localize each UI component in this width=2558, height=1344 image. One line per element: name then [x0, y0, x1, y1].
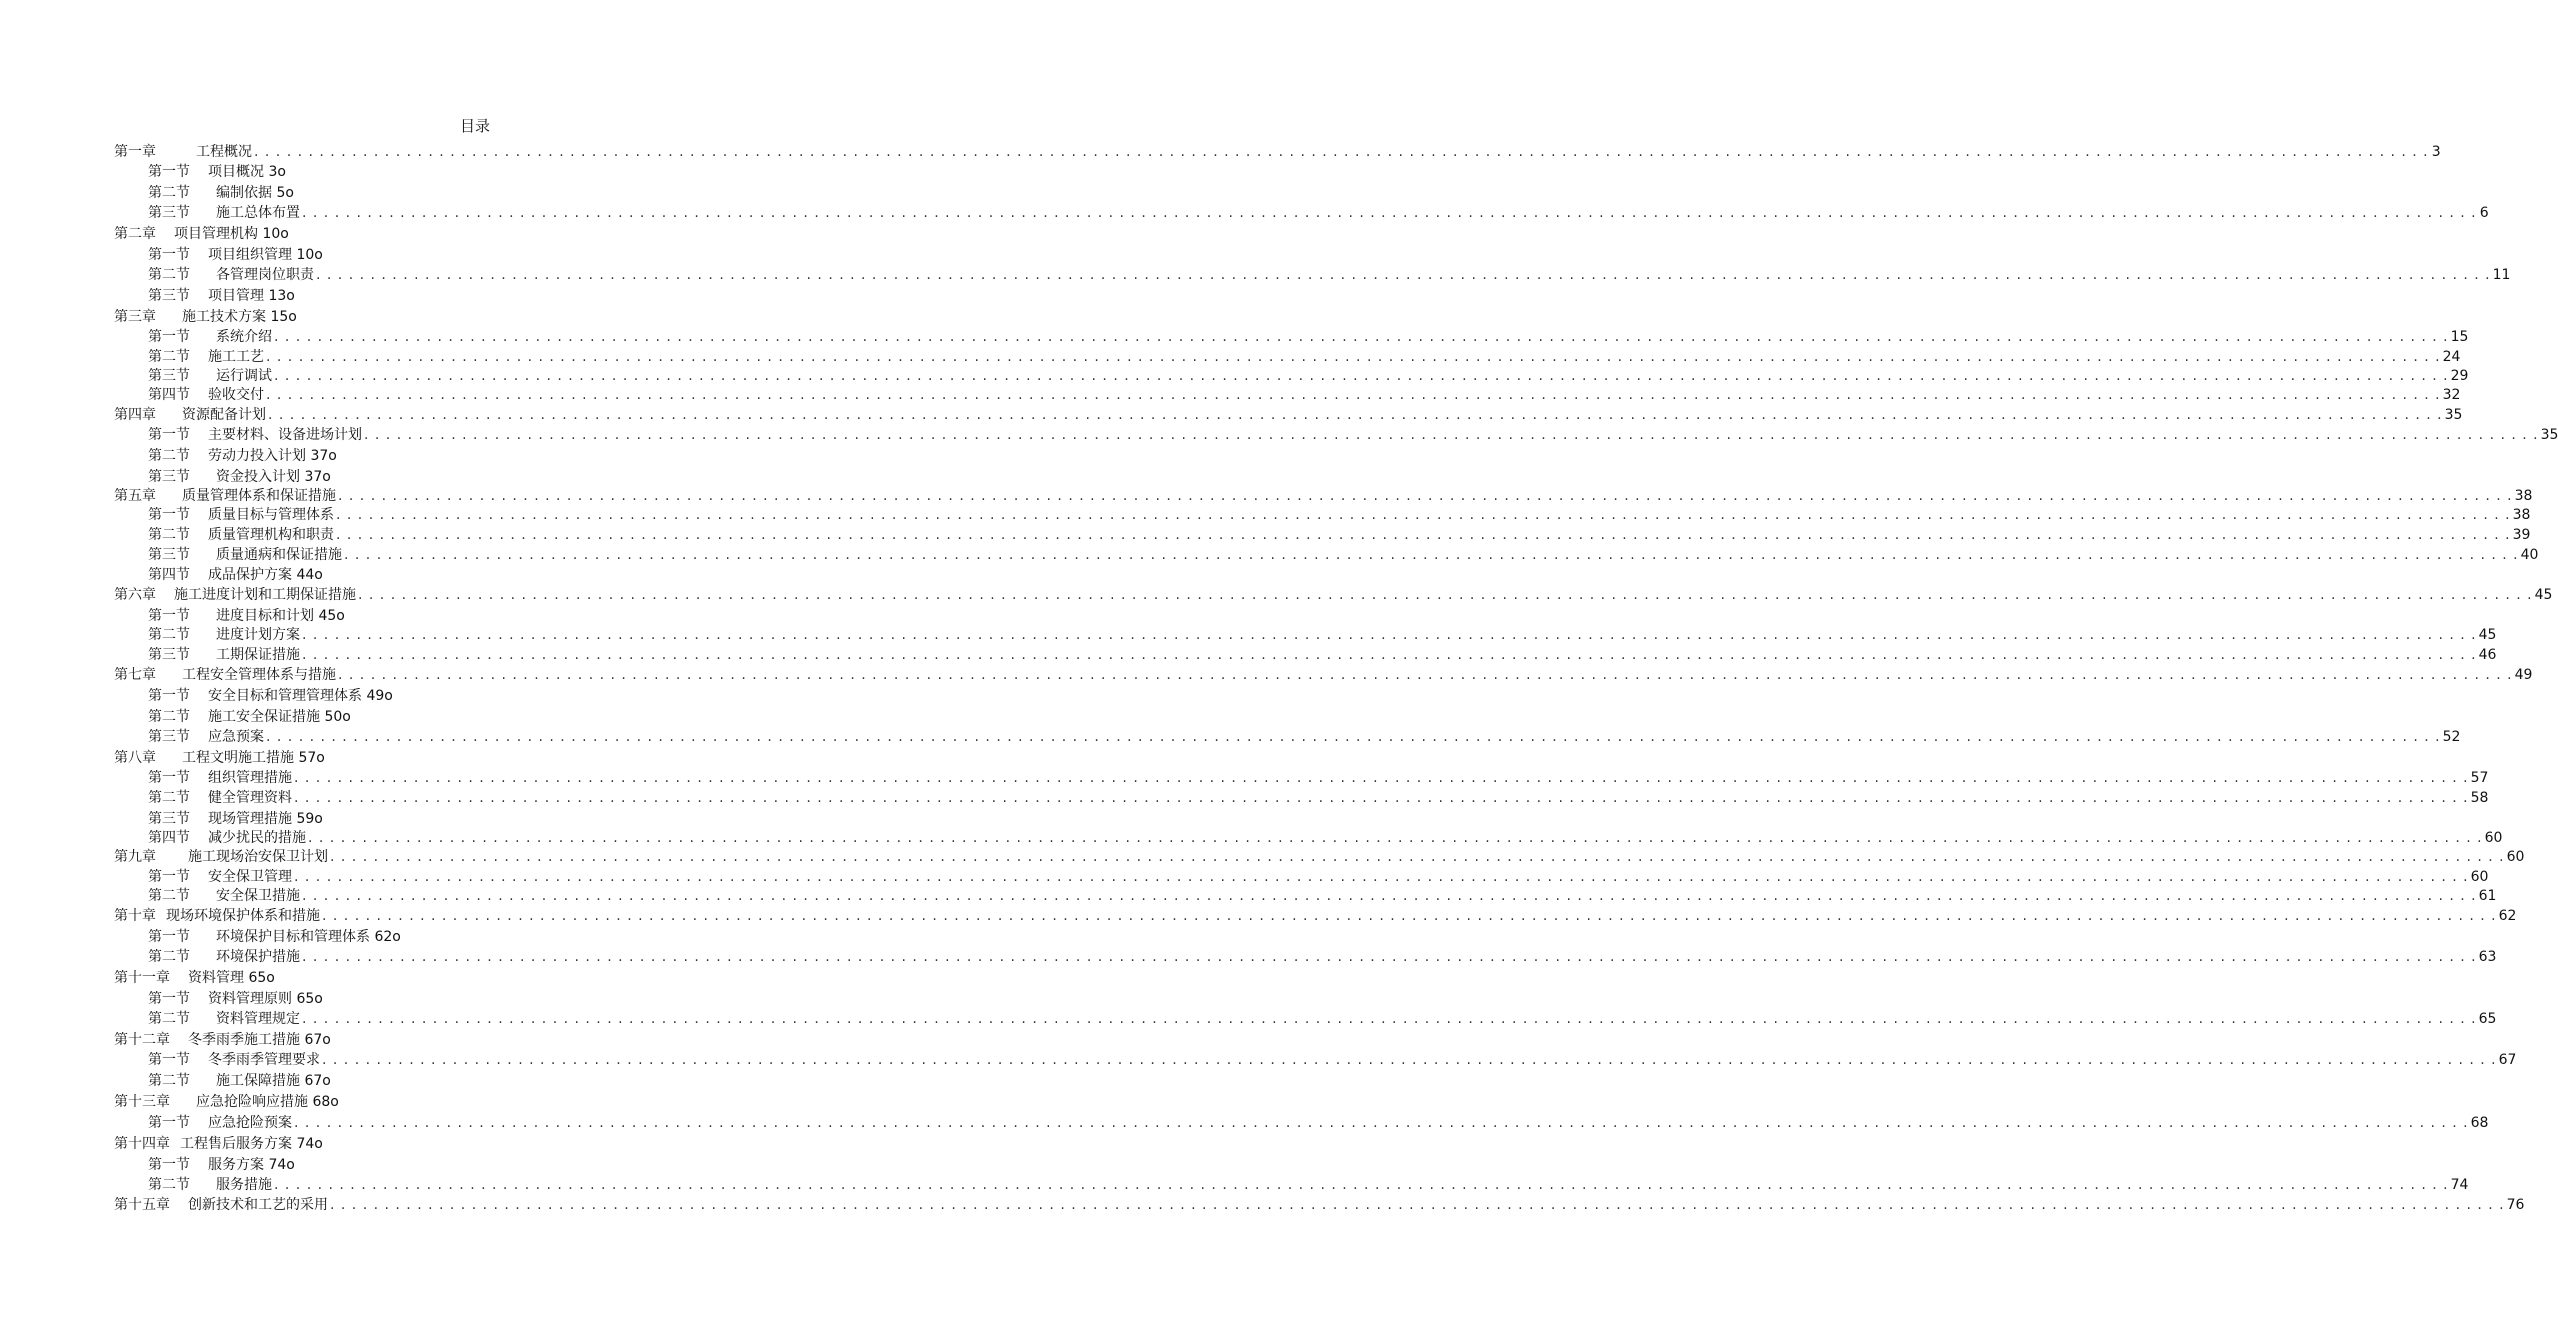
toc-page-number: 3	[2431, 144, 2441, 160]
toc-page-number: 45	[2478, 627, 2497, 643]
toc-entry-number: 第二节	[148, 1011, 190, 1027]
toc-entry-number: 第三节	[148, 469, 190, 485]
toc-entry-title: 环境保护措施	[216, 949, 300, 965]
toc-entry-number: 第五章	[114, 488, 156, 504]
toc-entry-title: 工程概况	[196, 144, 252, 160]
toc-entry-title: 施工现场治安保卫计划	[188, 849, 328, 865]
toc-entry-number: 第一节	[148, 507, 190, 523]
toc-entry-number: 第十一章	[114, 970, 170, 986]
toc-section-entry[interactable]	[114, 887, 2497, 906]
toc-entry-number: 第二节	[148, 267, 190, 283]
toc-entry-number: 第十二章	[114, 1032, 170, 1048]
toc-page-number: 62	[2498, 908, 2517, 924]
dot-leader: . . . . . . . . . . . . . . . . . . . . . . . . . . . . . . . . . . . . . . . . . . . . . . . . . . . . . . . . . . . . . . . . . . . . . . . . . . . . . . . . . . . . . . . . . . . . . . . . . . . . . . . . . . . . . . . . . . . . . . . . . . . . . . . . . . . . . . . . . . . . . . . . . . . . . . . . . . . . . . . . . . . . . . . . . . . . . . . . . . . . . . . . . . . . . . . . . . . . . . . .	[336, 527, 2511, 543]
toc-entry-title: 工程安全管理体系与措施	[182, 667, 336, 683]
toc-section-entry[interactable]	[114, 367, 2469, 386]
toc-entry-title: 系统介绍	[216, 329, 272, 345]
toc-entry-number: 第三节	[148, 729, 190, 745]
toc-section-entry[interactable]	[114, 162, 836, 183]
dot-leader: . . . . . . . . . . . . . . . . . . . . . . . . . . . . . . . . . . . . . . . . . . . . . . . . . . . . . . . . . . . . . . . . . . . . . . . . . . . . . . . . . . . . . . . . . . . . . . . . . . . . . . . . . . . . . . . . . . . . . . . . . . . . . . . . . . . . . . . . . . . . . . . . . . . . . . . . . . . . . . . . . . . . . . . . . . . . . . . . . . . . . . . . . . . . . . . . . . . . . . . .	[302, 627, 2477, 643]
toc-entry-number: 第二节	[148, 527, 190, 543]
toc-chapter-entry[interactable]	[114, 306, 836, 328]
toc-section-entry[interactable]	[114, 867, 2489, 887]
toc-chapter-entry[interactable]	[114, 748, 836, 768]
toc-chapter-entry[interactable]	[114, 1195, 2525, 1215]
dot-leader: . . . . . . . . . . . . . . . . . . . . . . . . . . . . . . . . . . . . . . . . . . . . . . . . . . . . . . . . . . . . . . . . . . . . . . . . . . . . . . . . . . . . . . . . . . . . . . . . . . . . . . . . . . . . . . . . . . . . . . . . . . . . . . . . . . . . . . . . . . . . . . . . . . . . . . . . . . . . . . . . . . . . . . . . . . . . . . . . . . . . . . . . . . . . . . . . . . . . . . . .	[254, 144, 2429, 160]
toc-page-number: 60	[2506, 849, 2525, 865]
toc-entry-title: 工程文明施工措施 57o	[182, 750, 325, 766]
toc-entry-number: 第四节	[148, 387, 190, 403]
toc-entry-number: 第二节	[148, 1177, 190, 1193]
toc-page-number: 60	[2484, 830, 2503, 846]
dot-leader: . . . . . . . . . . . . . . . . . . . . . . . . . . . . . . . . . . . . . . . . . . . . . . . . . . . . . . . . . . . . . . . . . . . . . . . . . . . . . . . . . . . . . . . . . . . . . . . . . . . . . . . . . . . . . . . . . . . . . . . . . . . . . . . . . . . . . . . . . . . . . . . . . . . . . . . . . . . . . . . . . . . . . . . . . . . . . . . . . . . . . . . . . . . . . . . . . . . . . . . .	[364, 427, 2539, 443]
toc-entry-title: 质量管理体系和保证措施	[182, 488, 336, 504]
toc-entry-number: 第四节	[148, 830, 190, 846]
dot-leader: . . . . . . . . . . . . . . . . . . . . . . . . . . . . . . . . . . . . . . . . . . . . . . . . . . . . . . . . . . . . . . . . . . . . . . . . . . . . . . . . . . . . . . . . . . . . . . . . . . . . . . . . . . . . . . . . . . . . . . . . . . . . . . . . . . . . . . . . . . . . . . . . . . . . . . . . . . . . . . . . . . . . . . . . . . . . . . . . . . . . . . . . . . . . . . . . . . . . . . . .	[266, 387, 2441, 403]
toc-entry-title: 创新技术和工艺的采用	[188, 1197, 328, 1213]
toc-entry-number: 第一节	[148, 869, 190, 885]
toc-entry-title: 冬季雨季施工措施 67o	[188, 1032, 331, 1048]
toc-entry-number: 第二节	[148, 349, 190, 365]
toc-entry-title: 应急抢险预案	[208, 1115, 292, 1131]
toc-chapter-entry[interactable]	[114, 1134, 836, 1155]
toc-section-entry[interactable]	[114, 446, 836, 467]
toc-entry-title: 运行调试	[216, 368, 272, 384]
toc-entry-title: 减少扰民的措施	[208, 830, 306, 846]
toc-section-entry[interactable]	[114, 1155, 836, 1175]
dot-leader: . . . . . . . . . . . . . . . . . . . . . . . . . . . . . . . . . . . . . . . . . . . . . . . . . . . . . . . . . . . . . . . . . . . . . . . . . . . . . . . . . . . . . . . . . . . . . . . . . . . . . . . . . . . . . . . . . . . . . . . . . . . . . . . . . . . . . . . . . . . . . . . . . . . . . . . . . . . . . . . . . . . . . . . . . . . . . . . . . . . . . . . . . . . . . . . . . . . . . . . .	[316, 267, 2491, 283]
toc-entry-title: 安全目标和管理管理体系 49o	[208, 688, 393, 704]
toc-chapter-entry[interactable]	[114, 968, 836, 989]
toc-section-entry[interactable]	[114, 829, 2503, 848]
toc-chapter-entry[interactable]	[114, 405, 2463, 425]
toc-entry-title: 项目组织管理 10o	[208, 247, 323, 263]
toc-page-number: 76	[2506, 1197, 2525, 1213]
dot-leader: . . . . . . . . . . . . . . . . . . . . . . . . . . . . . . . . . . . . . . . . . . . . . . . . . . . . . . . . . . . . . . . . . . . . . . . . . . . . . . . . . . . . . . . . . . . . . . . . . . . . . . . . . . . . . . . . . . . . . . . . . . . . . . . . . . . . . . . . . . . . . . . . . . . . . . . . . . . . . . . . . . . . . . . . . . . . . . . . . . . . . . . . . . . . . . . . . . . . . . . .	[294, 1115, 2469, 1131]
toc-section-entry[interactable]	[114, 1050, 2517, 1071]
toc-list	[114, 142, 2558, 1215]
toc-entry-number: 第四章	[114, 407, 156, 423]
toc-section-entry[interactable]	[114, 626, 2497, 645]
toc-entry-number: 第二节	[148, 790, 190, 806]
toc-chapter-entry[interactable]	[114, 142, 2441, 162]
dot-leader: . . . . . . . . . . . . . . . . . . . . . . . . . . . . . . . . . . . . . . . . . . . . . . . . . . . . . . . . . . . . . . . . . . . . . . . . . . . . . . . . . . . . . . . . . . . . . . . . . . . . . . . . . . . . . . . . . . . . . . . . . . . . . . . . . . . . . . . . . . . . . . . . . . . . . . . . . . . . . . . . . . . . . . . . . . . . . . . . . . . . . . . . . . . . . . . . . . . . . . . .	[302, 647, 2477, 663]
toc-entry-title: 施工总体布置	[216, 205, 300, 221]
toc-entry-title: 编制依据 5o	[216, 185, 294, 201]
toc-chapter-entry[interactable]	[114, 224, 836, 245]
toc-entry-title: 施工安全保证措施 50o	[208, 709, 351, 725]
toc-section-entry[interactable]	[114, 1071, 836, 1092]
toc-section-entry[interactable]	[114, 525, 2531, 545]
toc-section-entry[interactable]	[114, 265, 2511, 286]
toc-section-entry[interactable]	[114, 707, 836, 727]
toc-page-number: 6	[2479, 205, 2489, 221]
toc-entry-title: 质量管理机构和职责	[208, 527, 334, 543]
toc-section-entry[interactable]	[114, 927, 836, 947]
toc-entry-number: 第一节	[148, 770, 190, 786]
toc-page-number: 24	[2442, 349, 2461, 365]
dot-leader: . . . . . . . . . . . . . . . . . . . . . . . . . . . . . . . . . . . . . . . . . . . . . . . . . . . . . . . . . . . . . . . . . . . . . . . . . . . . . . . . . . . . . . . . . . . . . . . . . . . . . . . . . . . . . . . . . . . . . . . . . . . . . . . . . . . . . . . . . . . . . . . . . . . . . . . . . . . . . . . . . . . . . . . . . . . . . . . . . . . . . . . . . . . . . . . . . . . . . . . .	[344, 547, 2519, 563]
toc-entry-number: 第二节	[148, 1073, 190, 1089]
toc-entry-number: 第一节	[148, 427, 190, 443]
toc-entry-number: 第一节	[148, 247, 190, 263]
toc-entry-number: 第二节	[148, 627, 190, 643]
toc-entry-title: 资源配备计划	[182, 407, 266, 423]
dot-leader: . . . . . . . . . . . . . . . . . . . . . . . . . . . . . . . . . . . . . . . . . . . . . . . . . . . . . . . . . . . . . . . . . . . . . . . . . . . . . . . . . . . . . . . . . . . . . . . . . . . . . . . . . . . . . . . . . . . . . . . . . . . . . . . . . . . . . . . . . . . . . . . . . . . . . . . . . . . . . . . . . . . . . . . . . . . . . . . . . . . . . . . . . . . . . . . . . . . . . . . .	[294, 770, 2469, 786]
dot-leader: . . . . . . . . . . . . . . . . . . . . . . . . . . . . . . . . . . . . . . . . . . . . . . . . . . . . . . . . . . . . . . . . . . . . . . . . . . . . . . . . . . . . . . . . . . . . . . . . . . . . . . . . . . . . . . . . . . . . . . . . . . . . . . . . . . . . . . . . . . . . . . . . . . . . . . . . . . . . . . . . . . . . . . . . . . . . . . . . . . . . . . . . . . . . . . . . . . . . . . . .	[266, 729, 2441, 745]
toc-section-entry[interactable]	[114, 245, 836, 265]
dot-leader: . . . . . . . . . . . . . . . . . . . . . . . . . . . . . . . . . . . . . . . . . . . . . . . . . . . . . . . . . . . . . . . . . . . . . . . . . . . . . . . . . . . . . . . . . . . . . . . . . . . . . . . . . . . . . . . . . . . . . . . . . . . . . . . . . . . . . . . . . . . . . . . . . . . . . . . . . . . . . . . . . . . . . . . . . . . . . . . . . . . . . . . . . . . . . . . . . . . . . . . .	[330, 1197, 2505, 1213]
toc-page-number: 35	[2444, 407, 2463, 423]
toc-chapter-entry[interactable]	[114, 487, 2533, 506]
toc-entry-number: 第一节	[148, 929, 190, 945]
toc-entry-title: 资料管理原则 65o	[208, 991, 323, 1007]
toc-entry-number: 第三节	[148, 647, 190, 663]
toc-page-number: 32	[2442, 387, 2461, 403]
dot-leader: . . . . . . . . . . . . . . . . . . . . . . . . . . . . . . . . . . . . . . . . . . . . . . . . . . . . . . . . . . . . . . . . . . . . . . . . . . . . . . . . . . . . . . . . . . . . . . . . . . . . . . . . . . . . . . . . . . . . . . . . . . . . . . . . . . . . . . . . . . . . . . . . . . . . . . . . . . . . . . . . . . . . . . . . . . . . . . . . . . . . . . . . . . . . . . . . . . . . . . . .	[322, 1052, 2497, 1068]
toc-entry-number: 第二节	[148, 448, 190, 464]
dot-leader: . . . . . . . . . . . . . . . . . . . . . . . . . . . . . . . . . . . . . . . . . . . . . . . . . . . . . . . . . . . . . . . . . . . . . . . . . . . . . . . . . . . . . . . . . . . . . . . . . . . . . . . . . . . . . . . . . . . . . . . . . . . . . . . . . . . . . . . . . . . . . . . . . . . . . . . . . . . . . . . . . . . . . . . . . . . . . . . . . . . . . . . . . . . . . . . . . . . . . . . .	[302, 205, 2477, 221]
toc-page-number: 11	[2492, 267, 2511, 283]
toc-entry-number: 第六章	[114, 587, 156, 603]
toc-entry-title: 进度计划方案	[216, 627, 300, 643]
toc-page-number: 65	[2478, 1011, 2497, 1027]
toc-entry-title: 项目管理 13o	[208, 288, 295, 304]
toc-section-entry[interactable]	[114, 467, 836, 487]
toc-section-entry[interactable]	[114, 1175, 2469, 1195]
dot-leader: . . . . . . . . . . . . . . . . . . . . . . . . . . . . . . . . . . . . . . . . . . . . . . . . . . . . . . . . . . . . . . . . . . . . . . . . . . . . . . . . . . . . . . . . . . . . . . . . . . . . . . . . . . . . . . . . . . . . . . . . . . . . . . . . . . . . . . . . . . . . . . . . . . . . . . . . . . . . . . . . . . . . . . . . . . . . . . . . . . . . . . . . . . . . . . . . . . . . . . . .	[302, 1011, 2477, 1027]
toc-chapter-entry[interactable]	[114, 906, 2517, 927]
toc-page-number: 57	[2470, 770, 2489, 786]
toc-section-entry[interactable]	[114, 809, 836, 829]
toc-page-number: 68	[2470, 1115, 2489, 1131]
toc-entry-title: 施工技术方案 15o	[182, 309, 297, 325]
toc-entry-number: 第一节	[148, 688, 190, 704]
toc-section-entry[interactable]	[114, 788, 2489, 809]
toc-section-entry[interactable]	[114, 645, 2497, 665]
toc-entry-title: 项目管理机构 10o	[174, 226, 289, 242]
toc-entry-number: 第一节	[148, 1115, 190, 1131]
toc-page-number: 29	[2450, 368, 2469, 384]
dot-leader: . . . . . . . . . . . . . . . . . . . . . . . . . . . . . . . . . . . . . . . . . . . . . . . . . . . . . . . . . . . . . . . . . . . . . . . . . . . . . . . . . . . . . . . . . . . . . . . . . . . . . . . . . . . . . . . . . . . . . . . . . . . . . . . . . . . . . . . . . . . . . . . . . . . . . . . . . . . . . . . . . . . . . . . . . . . . . . . . . . . . . . . . . . . . . . . . . . . . . . . .	[308, 830, 2483, 846]
toc-page-number: 52	[2442, 729, 2461, 745]
toc-page-number: 15	[2450, 329, 2469, 345]
toc-entry-number: 第四节	[148, 567, 190, 583]
toc-entry-title: 主要材料、设备进场计划	[208, 427, 362, 443]
toc-section-entry[interactable]	[114, 545, 2539, 565]
toc-entry-number: 第一节	[148, 164, 190, 180]
dot-leader: . . . . . . . . . . . . . . . . . . . . . . . . . . . . . . . . . . . . . . . . . . . . . . . . . . . . . . . . . . . . . . . . . . . . . . . . . . . . . . . . . . . . . . . . . . . . . . . . . . . . . . . . . . . . . . . . . . . . . . . . . . . . . . . . . . . . . . . . . . . . . . . . . . . . . . . . . . . . . . . . . . . . . . . . . . . . . . . . . . . . . . . . . . . . . . . . . . . . . . . .	[274, 329, 2449, 345]
toc-entry-number: 第十三章	[114, 1094, 170, 1110]
toc-page-number: 45	[2534, 587, 2553, 603]
toc-section-entry[interactable]	[114, 203, 2489, 224]
toc-entry-number: 第一节	[148, 608, 190, 624]
toc-entry-title: 项目概况 3o	[208, 164, 286, 180]
toc-section-entry[interactable]	[114, 989, 836, 1009]
dot-leader: . . . . . . . . . . . . . . . . . . . . . . . . . . . . . . . . . . . . . . . . . . . . . . . . . . . . . . . . . . . . . . . . . . . . . . . . . . . . . . . . . . . . . . . . . . . . . . . . . . . . . . . . . . . . . . . . . . . . . . . . . . . . . . . . . . . . . . . . . . . . . . . . . . . . . . . . . . . . . . . . . . . . . . . . . . . . . . . . . . . . . . . . . . . . . . . . . . . . . . . .	[302, 888, 2477, 904]
toc-chapter-entry[interactable]	[114, 1092, 836, 1113]
toc-entry-number: 第一节	[148, 1157, 190, 1173]
toc-chapter-entry[interactable]	[114, 665, 2533, 686]
toc-entry-number: 第三节	[148, 811, 190, 827]
toc-page-number: 61	[2478, 888, 2497, 904]
toc-chapter-entry[interactable]	[114, 585, 2553, 606]
toc-chapter-entry[interactable]	[114, 1030, 836, 1050]
toc-entry-number: 第八章	[114, 750, 156, 766]
toc-entry-title: 劳动力投入计划 37o	[208, 448, 337, 464]
toc-entry-number: 第一节	[148, 1052, 190, 1068]
toc-section-entry[interactable]	[114, 686, 836, 707]
toc-page-number: 63	[2478, 949, 2497, 965]
toc-title: 目录	[459, 117, 490, 135]
toc-entry-number: 第十五章	[114, 1197, 170, 1213]
dot-leader: . . . . . . . . . . . . . . . . . . . . . . . . . . . . . . . . . . . . . . . . . . . . . . . . . . . . . . . . . . . . . . . . . . . . . . . . . . . . . . . . . . . . . . . . . . . . . . . . . . . . . . . . . . . . . . . . . . . . . . . . . . . . . . . . . . . . . . . . . . . . . . . . . . . . . . . . . . . . . . . . . . . . . . . . . . . . . . . . . . . . . . . . . . . . . . . . . . . . . . . .	[302, 949, 2477, 965]
toc-section-entry[interactable]	[114, 947, 2497, 968]
dot-leader: . . . . . . . . . . . . . . . . . . . . . . . . . . . . . . . . . . . . . . . . . . . . . . . . . . . . . . . . . . . . . . . . . . . . . . . . . . . . . . . . . . . . . . . . . . . . . . . . . . . . . . . . . . . . . . . . . . . . . . . . . . . . . . . . . . . . . . . . . . . . . . . . . . . . . . . . . . . . . . . . . . . . . . . . . . . . . . . . . . . . . . . . . . . . . . . . . . . . . . . .	[322, 908, 2497, 924]
toc-entry-title: 应急抢险响应措施 68o	[196, 1094, 339, 1110]
toc-section-entry[interactable]	[114, 506, 2531, 525]
dot-leader: . . . . . . . . . . . . . . . . . . . . . . . . . . . . . . . . . . . . . . . . . . . . . . . . . . . . . . . . . . . . . . . . . . . . . . . . . . . . . . . . . . . . . . . . . . . . . . . . . . . . . . . . . . . . . . . . . . . . . . . . . . . . . . . . . . . . . . . . . . . . . . . . . . . . . . . . . . . . . . . . . . . . . . . . . . . . . . . . . . . . . . . . . . . . . . . . . . . . . . . .	[274, 1177, 2449, 1193]
toc-entry-title: 工程售后服务方案 74o	[180, 1136, 323, 1152]
toc-entry-title: 现场环境保护体系和措施	[166, 908, 320, 924]
dot-leader: . . . . . . . . . . . . . . . . . . . . . . . . . . . . . . . . . . . . . . . . . . . . . . . . . . . . . . . . . . . . . . . . . . . . . . . . . . . . . . . . . . . . . . . . . . . . . . . . . . . . . . . . . . . . . . . . . . . . . . . . . . . . . . . . . . . . . . . . . . . . . . . . . . . . . . . . . . . . . . . . . . . . . . . . . . . . . . . . . . . . . . . . . . . . . . . . . . . . . . . .	[294, 869, 2469, 885]
toc-entry-number: 第二节	[148, 185, 190, 201]
toc-entry-title: 健全管理资料	[208, 790, 292, 806]
dot-leader: . . . . . . . . . . . . . . . . . . . . . . . . . . . . . . . . . . . . . . . . . . . . . . . . . . . . . . . . . . . . . . . . . . . . . . . . . . . . . . . . . . . . . . . . . . . . . . . . . . . . . . . . . . . . . . . . . . . . . . . . . . . . . . . . . . . . . . . . . . . . . . . . . . . . . . . . . . . . . . . . . . . . . . . . . . . . . . . . . . . . . . . . . . . . . . . . . . . . . . . .	[294, 790, 2469, 806]
toc-page-number: 49	[2514, 667, 2533, 683]
dot-leader: . . . . . . . . . . . . . . . . . . . . . . . . . . . . . . . . . . . . . . . . . . . . . . . . . . . . . . . . . . . . . . . . . . . . . . . . . . . . . . . . . . . . . . . . . . . . . . . . . . . . . . . . . . . . . . . . . . . . . . . . . . . . . . . . . . . . . . . . . . . . . . . . . . . . . . . . . . . . . . . . . . . . . . . . . . . . . . . . . . . . . . . . . . . . . . . . . . . . . . . .	[266, 349, 2441, 365]
toc-section-entry[interactable]	[114, 768, 2489, 788]
toc-section-entry[interactable]	[114, 286, 836, 306]
toc-section-entry[interactable]	[114, 1113, 2489, 1134]
dot-leader: . . . . . . . . . . . . . . . . . . . . . . . . . . . . . . . . . . . . . . . . . . . . . . . . . . . . . . . . . . . . . . . . . . . . . . . . . . . . . . . . . . . . . . . . . . . . . . . . . . . . . . . . . . . . . . . . . . . . . . . . . . . . . . . . . . . . . . . . . . . . . . . . . . . . . . . . . . . . . . . . . . . . . . . . . . . . . . . . . . . . . . . . . . . . . . . . . . . . . . . .	[338, 488, 2513, 504]
toc-section-entry[interactable]	[114, 425, 2558, 446]
toc-page-number: 40	[2520, 547, 2539, 563]
toc-entry-number: 第二节	[148, 949, 190, 965]
toc-entry-title: 服务方案 74o	[208, 1157, 295, 1173]
toc-entry-number: 第七章	[114, 667, 156, 683]
toc-page-number: 38	[2514, 488, 2533, 504]
toc-entry-title: 安全保卫管理	[208, 869, 292, 885]
toc-section-entry[interactable]	[114, 727, 2461, 748]
toc-entry-title: 成品保护方案 44o	[208, 567, 323, 583]
toc-entry-number: 第二章	[114, 226, 156, 242]
dot-leader: . . . . . . . . . . . . . . . . . . . . . . . . . . . . . . . . . . . . . . . . . . . . . . . . . . . . . . . . . . . . . . . . . . . . . . . . . . . . . . . . . . . . . . . . . . . . . . . . . . . . . . . . . . . . . . . . . . . . . . . . . . . . . . . . . . . . . . . . . . . . . . . . . . . . . . . . . . . . . . . . . . . . . . . . . . . . . . . . . . . . . . . . . . . . . . . . . . . . . . . .	[358, 587, 2533, 603]
dot-leader: . . . . . . . . . . . . . . . . . . . . . . . . . . . . . . . . . . . . . . . . . . . . . . . . . . . . . . . . . . . . . . . . . . . . . . . . . . . . . . . . . . . . . . . . . . . . . . . . . . . . . . . . . . . . . . . . . . . . . . . . . . . . . . . . . . . . . . . . . . . . . . . . . . . . . . . . . . . . . . . . . . . . . . . . . . . . . . . . . . . . . . . . . . . . . . . . . . . . . . . .	[268, 407, 2443, 423]
toc-page-number: 58	[2470, 790, 2489, 806]
toc-page-number: 35	[2540, 427, 2558, 443]
toc-entry-title: 安全保卫措施	[216, 888, 300, 904]
toc-entry-title: 进度目标和计划 45o	[216, 608, 345, 624]
toc-entry-title: 施工工艺	[208, 349, 264, 365]
toc-entry-title: 现场管理措施 59o	[208, 811, 323, 827]
toc-entry-number: 第二节	[148, 709, 190, 725]
toc-section-entry[interactable]	[114, 328, 2469, 347]
toc-entry-number: 第一章	[114, 144, 156, 160]
toc-entry-number: 第三章	[114, 309, 156, 325]
toc-entry-number: 第一节	[148, 991, 190, 1007]
toc-entry-number: 第三节	[148, 205, 190, 221]
dot-leader: . . . . . . . . . . . . . . . . . . . . . . . . . . . . . . . . . . . . . . . . . . . . . . . . . . . . . . . . . . . . . . . . . . . . . . . . . . . . . . . . . . . . . . . . . . . . . . . . . . . . . . . . . . . . . . . . . . . . . . . . . . . . . . . . . . . . . . . . . . . . . . . . . . . . . . . . . . . . . . . . . . . . . . . . . . . . . . . . . . . . . . . . . . . . . . . . . . . . . . . .	[330, 849, 2505, 865]
toc-entry-title: 冬季雨季管理要求	[208, 1052, 320, 1068]
toc-entry-number: 第三节	[148, 368, 190, 384]
toc-entry-title: 施工保障措施 67o	[216, 1073, 331, 1089]
toc-entry-title: 组织管理措施	[208, 770, 292, 786]
toc-page-number: 38	[2512, 507, 2531, 523]
toc-entry-number: 第三节	[148, 288, 190, 304]
dot-leader: . . . . . . . . . . . . . . . . . . . . . . . . . . . . . . . . . . . . . . . . . . . . . . . . . . . . . . . . . . . . . . . . . . . . . . . . . . . . . . . . . . . . . . . . . . . . . . . . . . . . . . . . . . . . . . . . . . . . . . . . . . . . . . . . . . . . . . . . . . . . . . . . . . . . . . . . . . . . . . . . . . . . . . . . . . . . . . . . . . . . . . . . . . . . . . . . . . . . . . . .	[336, 507, 2511, 523]
toc-entry-title: 环境保护目标和管理体系 62o	[216, 929, 401, 945]
toc-section-entry[interactable]	[114, 606, 836, 626]
toc-entry-number: 第三节	[148, 547, 190, 563]
toc-entry-number: 第一节	[148, 329, 190, 345]
toc-page-number: 46	[2478, 647, 2497, 663]
toc-entry-title: 服务措施	[216, 1177, 272, 1193]
toc-entry-number: 第十章	[114, 908, 156, 924]
dot-leader: . . . . . . . . . . . . . . . . . . . . . . . . . . . . . . . . . . . . . . . . . . . . . . . . . . . . . . . . . . . . . . . . . . . . . . . . . . . . . . . . . . . . . . . . . . . . . . . . . . . . . . . . . . . . . . . . . . . . . . . . . . . . . . . . . . . . . . . . . . . . . . . . . . . . . . . . . . . . . . . . . . . . . . . . . . . . . . . . . . . . . . . . . . . . . . . . . . . . . . . .	[338, 667, 2513, 683]
toc-section-entry[interactable]	[114, 183, 836, 203]
toc-section-entry[interactable]	[114, 386, 2461, 405]
toc-entry-title: 应急预案	[208, 729, 264, 745]
toc-entry-title: 资料管理规定	[216, 1011, 300, 1027]
toc-entry-title: 验收交付	[208, 387, 264, 403]
toc-entry-title: 施工进度计划和工期保证措施	[174, 587, 356, 603]
toc-entry-title: 各管理岗位职责	[216, 267, 314, 283]
toc-chapter-entry[interactable]	[114, 848, 2525, 867]
dot-leader: . . . . . . . . . . . . . . . . . . . . . . . . . . . . . . . . . . . . . . . . . . . . . . . . . . . . . . . . . . . . . . . . . . . . . . . . . . . . . . . . . . . . . . . . . . . . . . . . . . . . . . . . . . . . . . . . . . . . . . . . . . . . . . . . . . . . . . . . . . . . . . . . . . . . . . . . . . . . . . . . . . . . . . . . . . . . . . . . . . . . . . . . . . . . . . . . . . . . . . . .	[274, 368, 2449, 384]
toc-entry-title: 资料管理 65o	[188, 970, 275, 986]
toc-entry-number: 第九章	[114, 849, 156, 865]
toc-entry-title: 质量目标与管理体系	[208, 507, 334, 523]
toc-page-number: 74	[2450, 1177, 2469, 1193]
toc-entry-title: 工期保证措施	[216, 647, 300, 663]
toc-section-entry[interactable]	[114, 1009, 2497, 1030]
toc-page-number: 67	[2498, 1052, 2517, 1068]
toc-entry-number: 第十四章	[114, 1136, 170, 1152]
toc-section-entry[interactable]	[114, 565, 836, 585]
toc-page-number: 60	[2470, 869, 2489, 885]
toc-entry-number: 第二节	[148, 888, 190, 904]
toc-entry-title: 质量通病和保证措施	[216, 547, 342, 563]
toc-section-entry[interactable]	[114, 347, 2461, 367]
toc-page-number: 39	[2512, 527, 2531, 543]
toc-entry-title: 资金投入计划 37o	[216, 469, 331, 485]
